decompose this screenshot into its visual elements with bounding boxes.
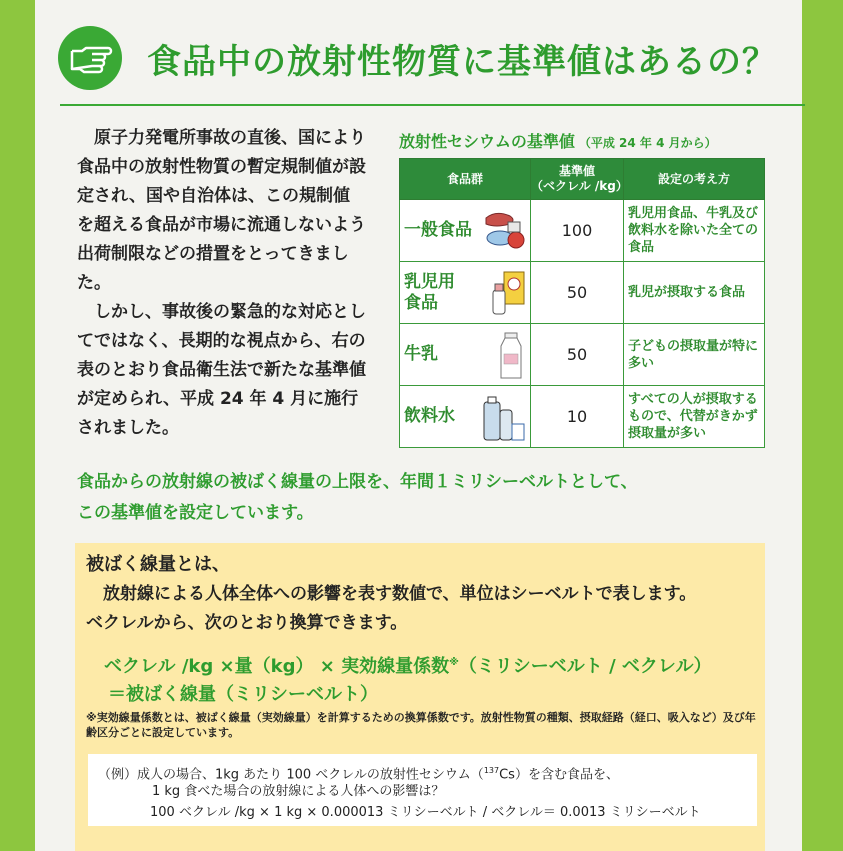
table-title-note: （平成 24 年 4 月から） bbox=[578, 136, 717, 150]
box-body-line-2: ベクレルから、次のとおり換算できます。 bbox=[86, 613, 408, 633]
header-standard-value-line1: 基準値 bbox=[558, 164, 595, 178]
food-label: 飲料水 bbox=[404, 406, 455, 426]
content-card bbox=[35, 0, 802, 851]
intro-paragraph-2: しかし、事故後の緊急的な対応としてではなく、長期的な視点から、右の表のとおり食品衛生法で新たな基準値が定められ、平成 24 年 4 月に施行されました。 bbox=[77, 302, 366, 438]
pointing-hand-icon bbox=[58, 26, 122, 90]
header-rationale: 設定の考え方 bbox=[624, 159, 765, 200]
example-line-1-a: （例）成人の場合、1kg あたり 100 ベクレルの放射性セシウム（ bbox=[98, 767, 484, 783]
footnote: ※実効線量係数とは、被ばく線量（実効線量）を計算するための換算係数です。放射性物質の種類、摂取経路（経口、吸入など）及び年齢区分ごとに設定しています。 bbox=[86, 711, 756, 739]
table-header-row bbox=[400, 159, 765, 200]
summary-line-1: 食品からの放射線の被ばく線量の上限を、年間１ミリシーベルトとして、 bbox=[77, 472, 638, 492]
summary-text bbox=[77, 467, 638, 529]
table-row bbox=[400, 262, 765, 324]
note-cell: 乳児用食品、牛乳及び飲料水を除いた全ての食品 bbox=[624, 200, 765, 262]
baby-food-icon bbox=[490, 270, 526, 321]
food-label: 乳児用食品 bbox=[404, 271, 455, 313]
formula-footnote-mark: ※ bbox=[449, 657, 459, 668]
example-box bbox=[88, 754, 757, 826]
food-assortment-icon bbox=[478, 208, 526, 259]
food-label: 牛乳 bbox=[404, 344, 438, 364]
value-cell: 50 bbox=[531, 262, 624, 324]
header-standard-value-line2: （ベクレル /kg） bbox=[531, 179, 628, 193]
value-cell: 50 bbox=[531, 324, 624, 386]
food-cell bbox=[400, 262, 531, 324]
water-bottles-icon bbox=[480, 394, 526, 447]
conversion-formula bbox=[104, 649, 711, 709]
food-cell bbox=[400, 324, 531, 386]
page-title: 食品中の放射性物質に基準値はあるの？ bbox=[147, 42, 777, 82]
standard-values-table bbox=[399, 158, 765, 448]
box-body bbox=[86, 580, 766, 638]
formula-line-1 bbox=[104, 649, 711, 681]
example-line-3: 100 ベクレル /kg × 1 kg × 0.000013 ミリシーベルト / ベクレル＝ 0.0013 ミリシーベルト bbox=[150, 805, 701, 820]
food-cell bbox=[400, 386, 531, 448]
exposure-dose-box bbox=[75, 543, 765, 851]
intro-text bbox=[77, 124, 367, 443]
milk-bottle-icon bbox=[496, 332, 526, 385]
box-body-line-1: 放射線による人体全体への影響を表す数値で、単位はシーベルトで表します。 bbox=[103, 584, 697, 604]
table-title-text: 放射性セシウムの基準値 bbox=[399, 132, 575, 151]
value-cell: 10 bbox=[531, 386, 624, 448]
table-row bbox=[400, 200, 765, 262]
table-title bbox=[399, 129, 717, 152]
value-cell: 100 bbox=[531, 200, 624, 262]
formula-line-2: ＝被ばく線量（ミリシーベルト） bbox=[108, 684, 378, 705]
example-isotope-mass: 137 bbox=[483, 766, 500, 775]
formula-line-1-b: （ミリシーベルト / ベクレル） bbox=[458, 656, 712, 677]
formula-line-1-a: ベクレル /kg ×量（kg） × 実効線量係数 bbox=[104, 656, 450, 677]
food-label: 一般食品 bbox=[404, 220, 472, 240]
header-food-group: 食品群 bbox=[400, 159, 531, 200]
table-row bbox=[400, 324, 765, 386]
box-title: 被ばく線量とは、 bbox=[86, 554, 230, 575]
note-cell: 乳児が摂取する食品 bbox=[624, 262, 765, 324]
food-cell bbox=[400, 200, 531, 262]
note-cell: 子どもの摂取量が特に多い bbox=[624, 324, 765, 386]
table-row bbox=[400, 386, 765, 448]
title-divider bbox=[60, 104, 805, 106]
example-line-2: 1 kg 食べた場合の放射線による人体への影響は？ bbox=[152, 784, 445, 799]
example-line-1-b: Cs）を含む食品を、 bbox=[499, 767, 619, 783]
header-standard-value bbox=[531, 159, 628, 200]
intro-paragraph-1: 原子力発電所事故の直後、国により食品中の放射性物質の暫定規制値が設定され、国や自治体は、この規制値を超える食品が市場に流通しないよう出荷制限などの措置をとってきました。 bbox=[77, 128, 366, 293]
summary-line-2: この基準値を設定しています。 bbox=[77, 503, 314, 523]
note-cell: すべての人が摂取するもので、代替がきかず摂取量が多い bbox=[624, 386, 765, 448]
